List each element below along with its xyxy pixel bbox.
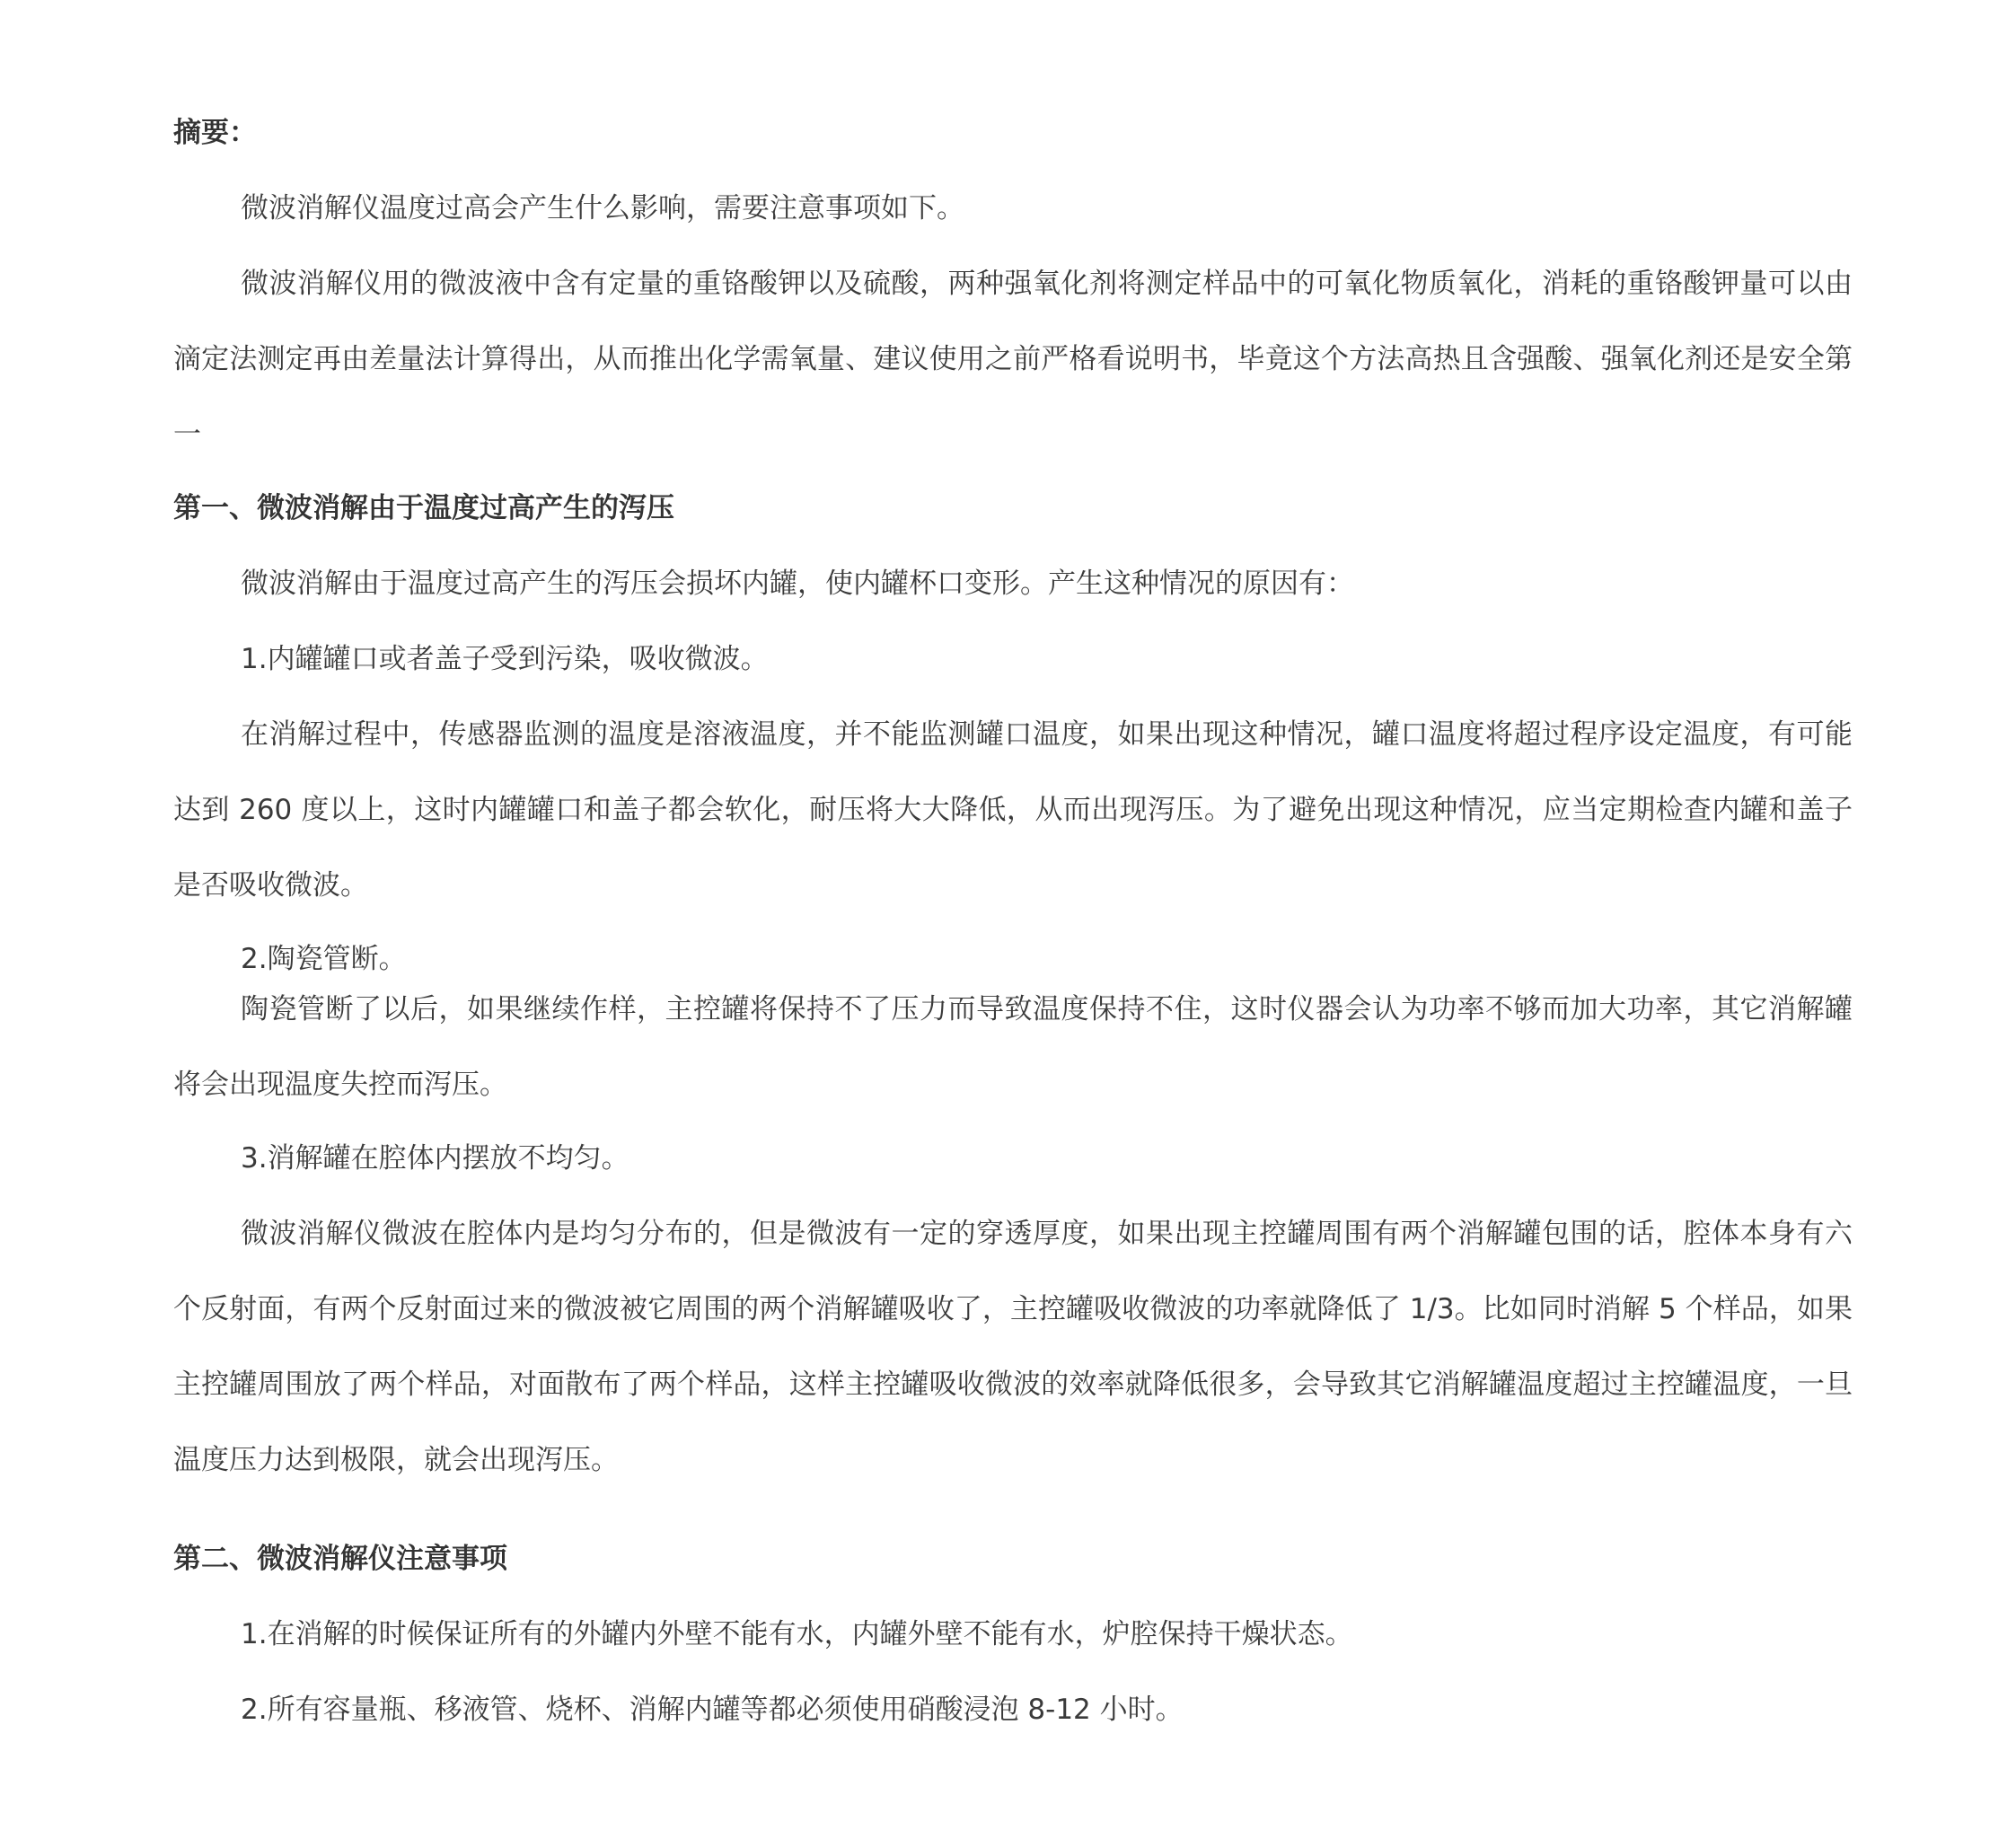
section2-item2: 2.所有容量瓶、移液管、烧杯、消解内罐等都必须使用硝酸浸泡 8-12 小时。 (241, 1694, 1184, 1726)
section1-heading: 第一、微波消解由于温度过高产生的泻压 (173, 492, 674, 524)
section1-item3-detail: 微波消解仪微波在腔体内是均匀分布的，但是微波有一定的穿透厚度，如果出现主控罐周围有两个消解罐包围的话，腔体本身有六个反射面，有两个反射面过来的微波被它周围的两个消解罐吸收了，主控罐吸收微波的功率就降低了 1/3。比如同时消解 5 个样品，如果主控罐周围放了两个样品，对面散布了两个样品，这样主控罐吸收微波的效率就降低很多，会导致其它消解罐温度超过主控罐温度，一旦温度压力达到极限，就会出现泻压。 (173, 1218, 1853, 1476)
summary-intro: 微波消解仪温度过高会产生什么影响，需要注意事项如下。 (241, 192, 964, 224)
section1-item3: 3.消解罐在腔体内摆放不均匀。 (241, 1142, 629, 1175)
section2-item1: 1.在消解的时候保证所有的外罐内外壁不能有水，内罐外壁不能有水，炉腔保持干燥状态。 (241, 1618, 1353, 1650)
summary-paragraph: 微波消解仪用的微波液中含有定量的重铬酸钾以及硫酸，两种强氧化剂将测定样品中的可氧化物质氧化，消耗的重铬酸钾量可以由滴定法测定再由差量法计算得出，从而推出化学需氧量、建议使用之前严格看说明书，毕竟这个方法高热且含强酸、强氧化剂还是安全第一 (173, 268, 1853, 451)
document-page (173, 108, 1853, 1735)
section1-intro: 微波消解由于温度过高产生的泻压会损坏内罐，使内罐杯口变形。产生这种情况的原因有： (241, 568, 1354, 600)
section2-heading: 第二、微波消解仪注意事项 (173, 1543, 507, 1575)
section1-item2: 2.陶瓷管断。 (241, 943, 407, 975)
section1-item1-detail: 在消解过程中，传感器监测的温度是溶液温度，并不能监测罐口温度，如果出现这种情况，罐口温度将超过程序设定温度，有可能达到 260 度以上，这时内罐罐口和盖子都会软化，耐压将大大降低，从而出现泻压。为了避免出现这种情况，应当定期检查内罐和盖子是否吸收微波。 (173, 718, 1853, 902)
summary-heading: 摘要： (173, 117, 257, 149)
section1-item2-detail: 陶瓷管断了以后，如果继续作样，主控罐将保持不了压力而导致温度保持不住，这时仪器会认为功率不够而加大功率，其它消解罐将会出现温度失控而泻压。 (173, 993, 1853, 1101)
section1-item1: 1.内罐罐口或者盖子受到污染，吸收微波。 (241, 643, 769, 675)
